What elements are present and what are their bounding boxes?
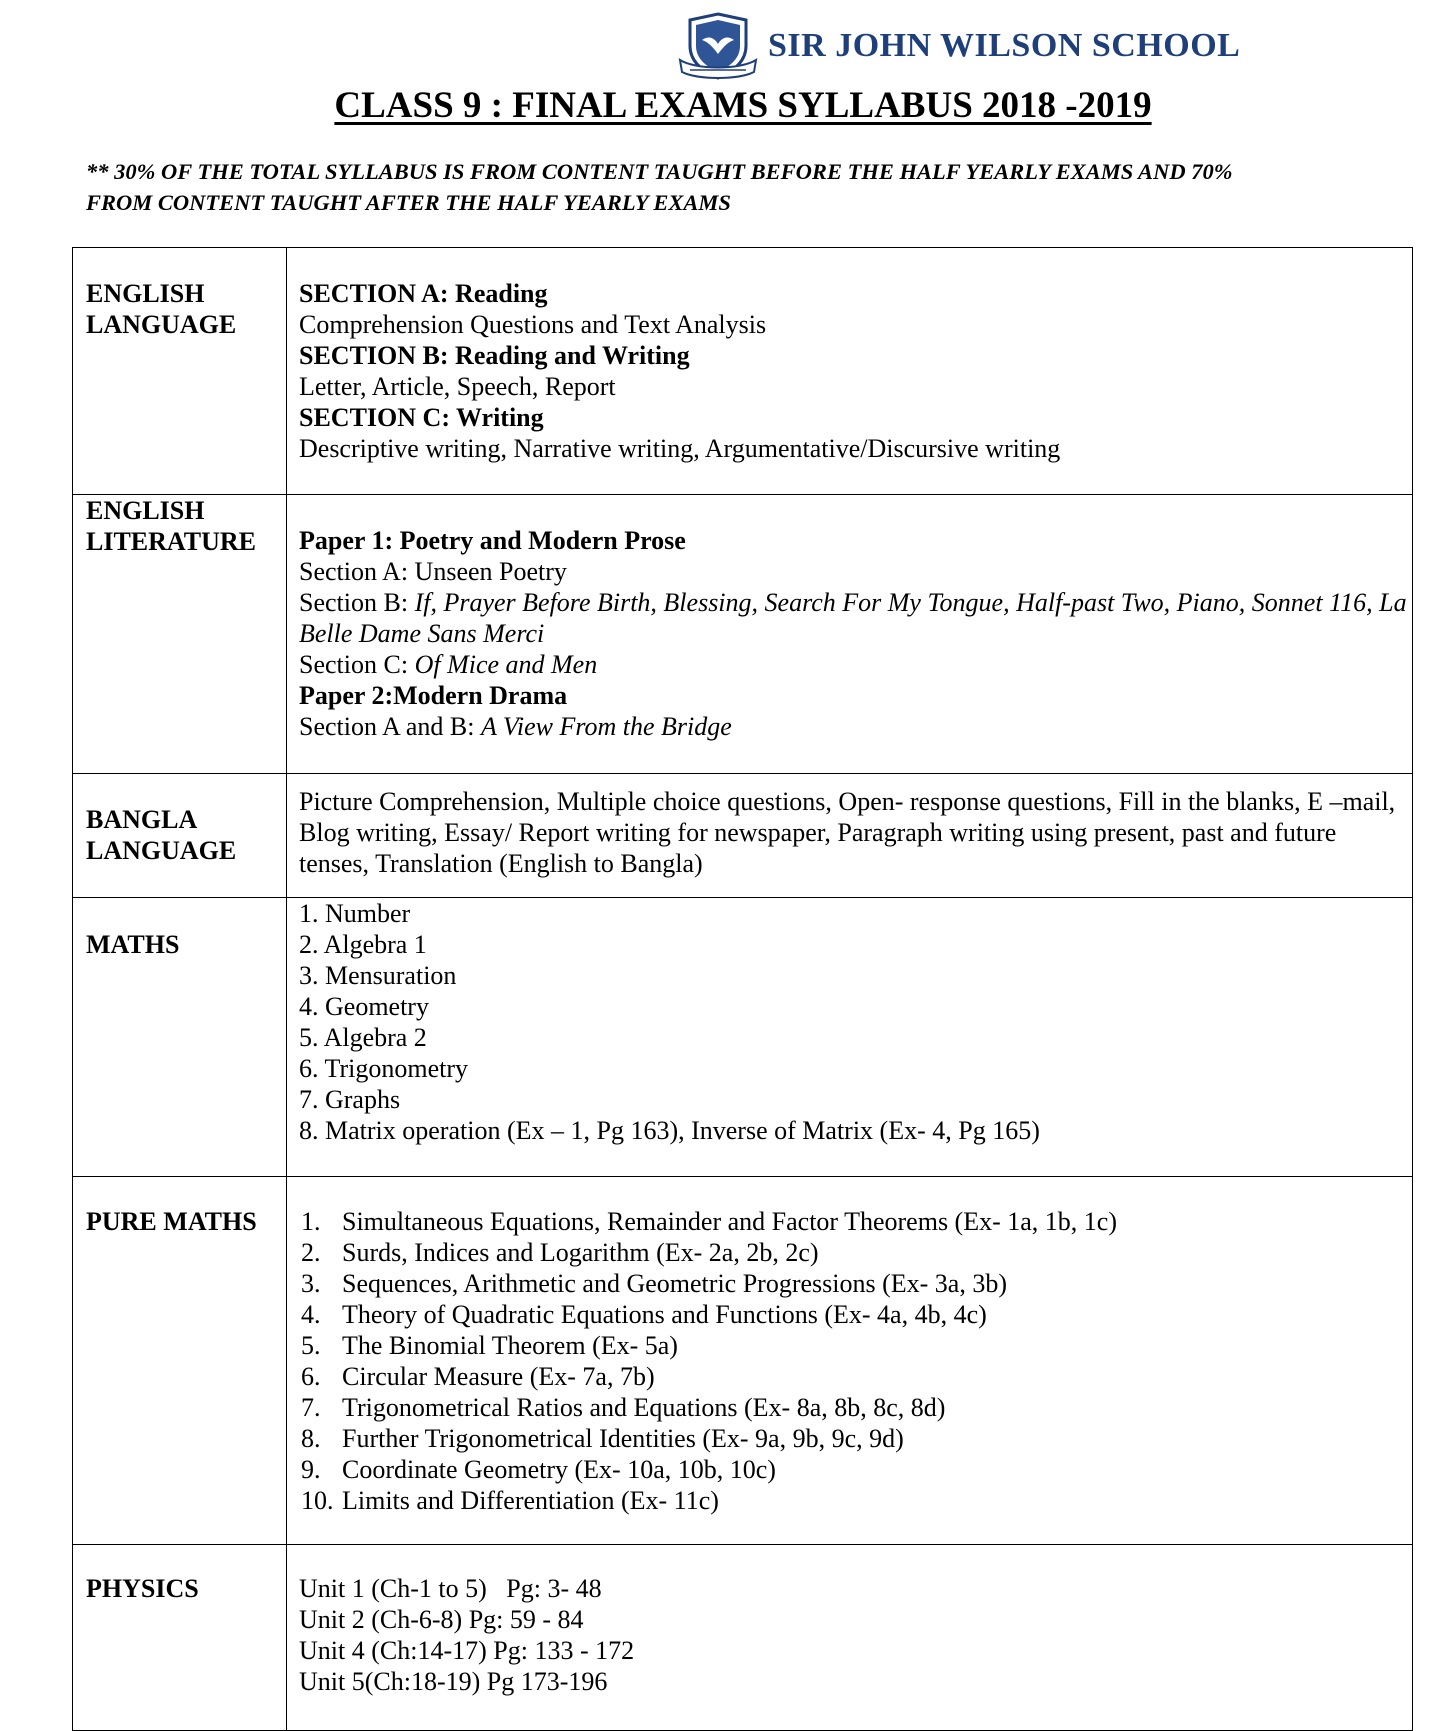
list-item [301, 1237, 1412, 1268]
list-item: 7. Graphs [299, 1085, 401, 1114]
note-line-2: FROM CONTENT TAUGHT AFTER THE HALF YEARLY EXAMS [86, 190, 731, 215]
subject-name-line: ENGLISH [86, 279, 205, 308]
content-cell [287, 1545, 1413, 1731]
subject-name-line: PURE MATHS [86, 1207, 257, 1236]
table-row-maths [73, 898, 1413, 1177]
item-text: The Binomial Theorem (Ex- 5a) [342, 1331, 678, 1360]
syllabus-table [72, 247, 1413, 1731]
item-number: 4. [301, 1300, 321, 1329]
item-number: 8. [301, 1424, 321, 1453]
item-number: 2. [301, 1238, 321, 1267]
table-row-pure-maths [73, 1177, 1413, 1545]
list-item: Unit 5(Ch:18-19) Pg 173-196 [299, 1667, 608, 1696]
section-label: Section C: [299, 650, 415, 679]
table-row-physics [73, 1545, 1413, 1731]
content-cell [287, 774, 1413, 898]
subject-cell [73, 495, 287, 774]
subject-name-line: MATHS [86, 930, 180, 959]
item-number: 10. [301, 1486, 334, 1515]
list-item: 1. Number [299, 899, 411, 928]
item-number: 7. [301, 1393, 321, 1422]
section-text [299, 649, 1412, 680]
item-text: Simultaneous Equations, Remainder and Factor Theorems (Ex- 1a, 1b, 1c) [342, 1207, 1117, 1236]
list-item [301, 1392, 1412, 1423]
page-title: CLASS 9 : FINAL EXAMS SYLLABUS 2018 -2019 [334, 85, 1152, 126]
pure-maths-topic-list [301, 1206, 1412, 1516]
table-row-english-literature [73, 495, 1413, 774]
maths-topic-list [299, 898, 1412, 1146]
list-item [301, 1268, 1412, 1299]
subject-name-line: LANGUAGE [86, 310, 237, 339]
note-line-1: ** 30% OF THE TOTAL SYLLABUS IS FROM CONTENT TAUGHT BEFORE THE HALF YEARLY EXAMS AND 70% [86, 159, 1233, 184]
content-cell [287, 495, 1413, 774]
item-number: 3. [301, 1269, 321, 1298]
section-text [299, 587, 1412, 649]
item-text: Trigonometrical Ratios and Equations (Ex- 8a, 8b, 8c, 8d) [342, 1393, 946, 1422]
section-text: Section A: Unseen Poetry [299, 557, 567, 586]
school-name: SIR JOHN WILSON SCHOOL [768, 27, 1241, 64]
section-text: Comprehension Questions and Text Analysis [299, 310, 767, 339]
section-label: Section B: [299, 588, 415, 617]
item-text: Theory of Quadratic Equations and Functions (Ex- 4a, 4b, 4c) [342, 1300, 987, 1329]
paper-heading: Paper 1: Poetry and Modern Prose [299, 526, 686, 555]
paper-heading: Paper 2:Modern Drama [299, 681, 568, 710]
section-works: Of Mice and Men [414, 650, 598, 679]
item-text: Circular Measure (Ex- 7a, 7b) [342, 1362, 655, 1391]
list-item: 3. Mensuration [299, 961, 457, 990]
table-row-english-language [73, 248, 1413, 495]
subject-name-line: PHYSICS [86, 1574, 199, 1603]
list-item: 4. Geometry [299, 992, 429, 1021]
subject-name-line: ENGLISH [86, 496, 205, 525]
syllabus-note [86, 156, 1386, 218]
content-cell [287, 898, 1413, 1177]
section-text: Letter, Article, Speech, Report [299, 372, 616, 401]
list-item [301, 1299, 1412, 1330]
content-cell [287, 1177, 1413, 1545]
content-cell [287, 248, 1413, 495]
list-item [301, 1423, 1412, 1454]
item-text: Coordinate Geometry (Ex- 10a, 10b, 10c) [342, 1455, 776, 1484]
list-item: 6. Trigonometry [299, 1054, 469, 1083]
section-text: Picture Comprehension, Multiple choice questions, Open- response questions, Fill in the blanks, E –mail, Blog writing, Essay/ Report writing for newspaper, Paragraph writing using present, past and future tenses, Translation (English to Bangla) [299, 787, 1396, 878]
section-text: Descriptive writing, Narrative writing, Argumentative/Discursive writing [299, 434, 1061, 463]
subject-name-line: LITERATURE [86, 527, 257, 556]
list-item: Unit 4 (Ch:14-17) Pg: 133 - 172 [299, 1636, 635, 1665]
list-item [301, 1454, 1412, 1485]
item-text: Sequences, Arithmetic and Geometric Progressions (Ex- 3a, 3b) [342, 1269, 1007, 1298]
item-number: 5. [301, 1331, 321, 1360]
item-text: Limits and Differentiation (Ex- 11c) [342, 1486, 719, 1515]
item-text: Surds, Indices and Logarithm (Ex- 2a, 2b, 2c) [342, 1238, 819, 1267]
list-item: 8. Matrix operation (Ex – 1, Pg 163), Inverse of Matrix (Ex- 4, Pg 165) [299, 1116, 1040, 1145]
list-item: 2. Algebra 1 [299, 930, 427, 959]
item-text: Further Trigonometrical Identities (Ex- 9a, 9b, 9c, 9d) [342, 1424, 904, 1453]
school-crest-icon [676, 10, 760, 82]
school-header [676, 10, 1240, 82]
item-number: 1. [301, 1207, 321, 1236]
section-works: If, Prayer Before Birth, Blessing, Search For My Tongue, Half-past Two, Piano, Sonnet 116, La Belle Dame Sans Merci [299, 588, 1407, 648]
subject-name-line: BANGLA [86, 805, 198, 834]
subject-cell [73, 774, 287, 898]
list-item [301, 1485, 1412, 1516]
section-label: Section A and B: [299, 712, 481, 741]
subject-name-line: LANGUAGE [86, 836, 237, 865]
subject-cell [73, 248, 287, 495]
section-heading: SECTION A: Reading [299, 279, 548, 308]
subject-cell [73, 898, 287, 1177]
section-heading: SECTION B: Reading and Writing [299, 341, 690, 370]
subject-cell [73, 1177, 287, 1545]
list-item: Unit 1 (Ch-1 to 5) Pg: 3- 48 [299, 1574, 602, 1603]
list-item [301, 1330, 1412, 1361]
list-item: 5. Algebra 2 [299, 1023, 427, 1052]
section-works: A View From the Bridge [481, 712, 732, 741]
section-heading: SECTION C: Writing [299, 403, 544, 432]
table-row-bangla-language [73, 774, 1413, 898]
list-item [301, 1206, 1412, 1237]
subject-cell [73, 1545, 287, 1731]
item-number: 9. [301, 1455, 321, 1484]
item-number: 6. [301, 1362, 321, 1391]
section-text [299, 711, 1412, 742]
list-item [301, 1361, 1412, 1392]
list-item: Unit 2 (Ch-6-8) Pg: 59 - 84 [299, 1605, 584, 1634]
